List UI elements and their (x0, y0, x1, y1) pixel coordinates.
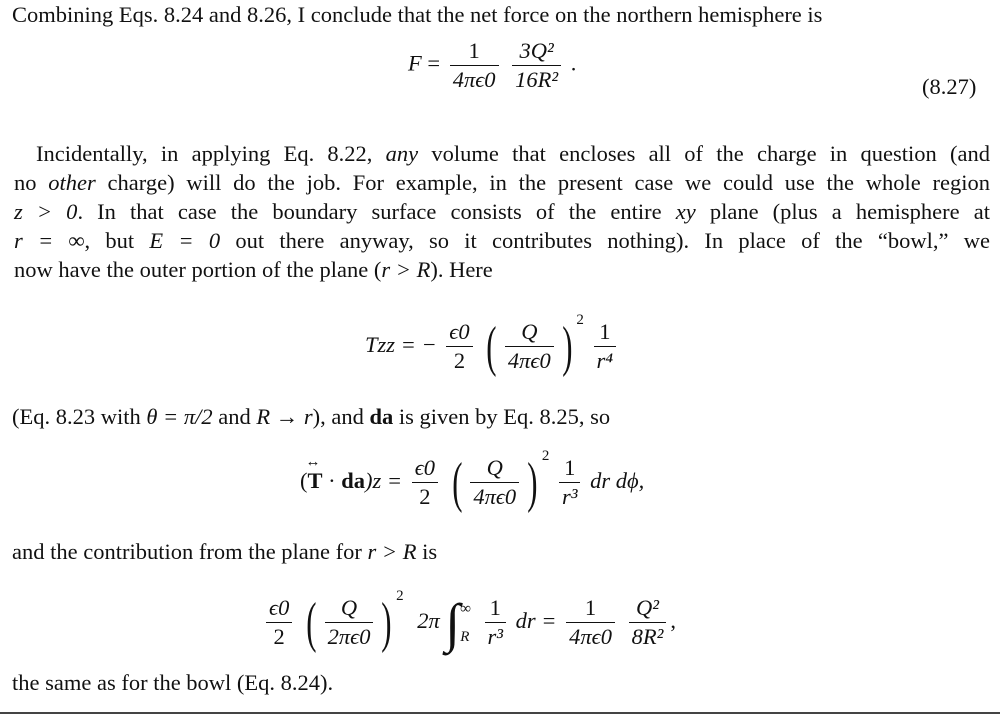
eq827-frac1 (450, 38, 499, 93)
int-den4: 4πϵ0 (569, 624, 612, 650)
main-paragraph (14, 139, 990, 284)
tda-num1: ϵ0 (412, 455, 438, 483)
tda-frac2 (470, 455, 519, 510)
int-power: 2 (396, 588, 404, 604)
eq827-frac2 (512, 38, 561, 93)
tda-den2: 4πϵ0 (473, 484, 517, 510)
int-limits (460, 595, 471, 651)
contribution-line: and the contribution from the plane for r > R is (12, 539, 438, 564)
equation-8-27 (408, 38, 576, 93)
equation-tzz (365, 312, 620, 378)
int-lparen: ( (306, 591, 317, 654)
intro-text (12, 0, 990, 29)
int-num1: ϵ0 (266, 595, 292, 623)
eq827-num2: 3Q² (512, 38, 561, 66)
int-upper: ∞ (460, 600, 471, 617)
integral-sign: ∫ (445, 592, 461, 653)
tda-num3: 1 (559, 455, 581, 483)
int-den2: 2πϵ0 (327, 624, 371, 650)
tzz-num2: Q (505, 319, 554, 347)
tda-frac1 (412, 455, 438, 510)
eq827-equals: = (427, 50, 446, 76)
tzz-den3: r⁴ (596, 348, 614, 374)
int-frac5 (629, 595, 667, 650)
equation-tda (300, 448, 645, 514)
paragraph-line-2: no other charge) will do the job. For example, in the present case we could use the whole region (14, 170, 990, 195)
int-frac1 (266, 595, 292, 650)
int-num3: 1 (485, 595, 507, 623)
int-factor: 2π (417, 608, 440, 633)
tda-tail: dr dϕ, (590, 468, 645, 493)
tda-rparen: ) (527, 451, 538, 514)
int-num2: Q (325, 595, 374, 623)
note-line: (Eq. 8.23 with θ = π/2 and R → r), and da is given by Eq. 8.25, so (12, 404, 611, 429)
int-num5: Q² (629, 595, 667, 623)
int-lower: R (460, 628, 470, 645)
eq827-den2: 16R² (515, 67, 559, 92)
tzz-lhs: Tzz = − (365, 332, 437, 357)
paragraph-line-3: z > 0. In that case the boundary surface consists of the entire xy plane (plus a hemisphere at (14, 199, 990, 224)
int-tail: , (670, 608, 676, 633)
tda-power: 2 (541, 448, 550, 464)
int-dr: dr = (515, 608, 557, 633)
tda-da: da (341, 468, 366, 493)
intro-line: Combining Eqs. 8.24 and 8.26, I conclude that the net force on the northern hemisphere is (12, 2, 823, 27)
tda-tensor: ↔ T (308, 468, 323, 494)
int-frac4 (566, 595, 615, 650)
tda-den1: 2 (419, 484, 431, 510)
tzz-den2: 4πϵ0 (507, 348, 551, 374)
eq827-num1: 1 (450, 38, 499, 66)
paragraph-line-4: r = ∞, but E = 0 out there anyway, so it contributes nothing). In place of the “bowl,” we (14, 228, 990, 253)
tzz-rparen: ) (561, 315, 573, 378)
eq827-den1: 4πϵ0 (452, 67, 496, 92)
int-num4: 1 (566, 595, 615, 623)
paragraph-line-1: Incidentally, in applying Eq. 8.22, any volume that encloses all of the charge in question (and (36, 141, 990, 166)
eq827-lhs: F (408, 50, 422, 76)
tzz-frac1 (446, 319, 472, 374)
tzz-power: 2 (576, 312, 584, 328)
tda-den3: r³ (561, 484, 578, 510)
equation-integral (262, 588, 676, 654)
tda-dot: · (322, 468, 342, 493)
closing-line: the same as for the bowl (Eq. 8.24). (12, 670, 334, 695)
int-den5: 8R² (631, 624, 664, 650)
int-frac3 (485, 595, 507, 650)
tzz-frac2 (505, 319, 554, 374)
tzz-num1: ϵ0 (446, 319, 472, 347)
int-rparen: ) (381, 591, 392, 654)
eq827-period: . (570, 50, 577, 76)
int-den3: r³ (487, 624, 504, 650)
tda-close: )z = (365, 468, 403, 493)
tda-lparen: ( (451, 451, 463, 514)
int-den1: 2 (273, 624, 285, 650)
tda-num2: Q (470, 455, 519, 483)
tzz-lparen: ( (486, 315, 497, 378)
paragraph-line-5: now have the outer portion of the plane (r > R). Here (14, 257, 493, 282)
int-frac2 (325, 595, 374, 650)
bottom-rule (0, 712, 1000, 714)
tda-frac3 (559, 455, 581, 510)
tzz-num3: 1 (594, 319, 617, 347)
tzz-frac3 (594, 319, 617, 374)
tzz-den1: 2 (453, 348, 466, 374)
tda-open-paren: ( (300, 468, 308, 493)
equation-label: (8.27) (922, 74, 977, 99)
